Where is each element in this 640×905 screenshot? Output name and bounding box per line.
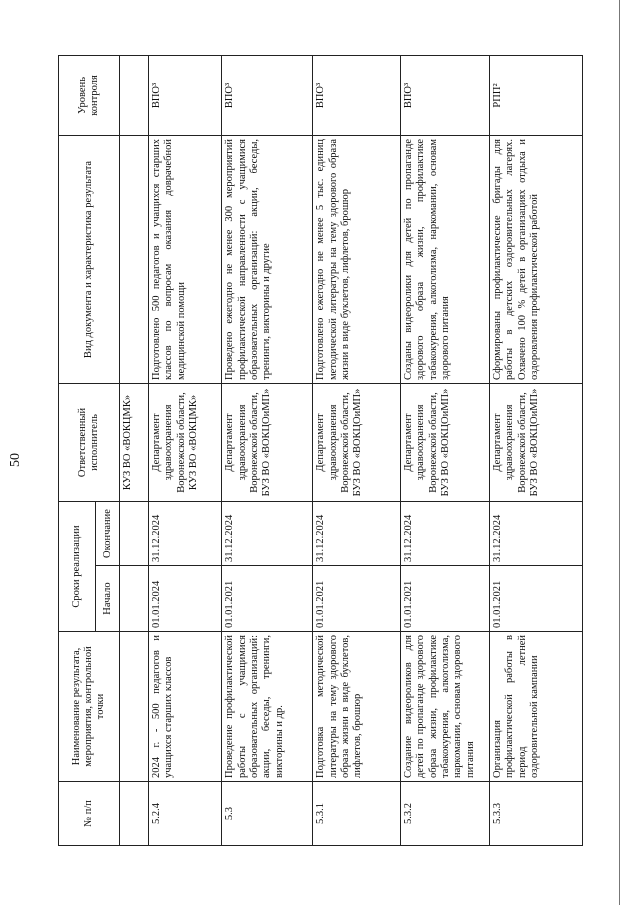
table-row [313, 55, 401, 845]
cell-num: 5.2.4 [148, 782, 221, 846]
cell-start: 01.01.2021 [313, 566, 401, 632]
cell-level [120, 55, 149, 135]
cell-end: 31.12.2024 [489, 501, 582, 565]
cell-end: 31.12.2024 [313, 501, 401, 565]
cell-doc [120, 135, 149, 383]
cell-start: 01.01.2021 [400, 566, 489, 632]
table-row [120, 55, 149, 845]
header-name: Наименование результата, мероприятия, контрольной точки [59, 632, 120, 782]
cell-responsible: Департамент здравоохранения Воронежской области, БУЗ ВО «ВОКЦОиМП» [489, 383, 582, 501]
table-row [400, 55, 489, 845]
scan-edge-line [619, 0, 620, 905]
table-row [222, 55, 313, 845]
page-number: 50 [8, 453, 23, 467]
cell-name: Создание видеороликов для детей по пропаганде здорового образа жизни, профилактике табакокурения, алкоголизма, наркомании, основам здорового питания [400, 632, 489, 782]
cell-name: 2024 г. - 500 педагогов и учащихся старших классов [148, 632, 221, 782]
header-row-1 [59, 55, 96, 845]
cell-responsible: Департамент здравоохранения Воронежской области, БУЗ ВО «ВОКЦОиМП» [313, 383, 401, 501]
cell-level: ВПО³ [222, 55, 313, 135]
cell-responsible: КУЗ ВО «ВОКЦМК» [120, 383, 149, 501]
cell-responsible: Департамент здравоохранения Воронежской области, БУЗ ВО «ВОКЦОиМП» [400, 383, 489, 501]
header-start: Начало [96, 566, 120, 632]
cell-num: 5.3.2 [400, 782, 489, 846]
cell-level: ВПО³ [313, 55, 401, 135]
cell-doc: Подготовлено ежегодно не менее 5 тыс. единиц методической литературы на тему здорового образа жизни в виде буклетов, лифлетов, брошюр [313, 135, 401, 383]
cell-name: Организация профилактической работы в период летней оздоровительной кампании [489, 632, 582, 782]
cell-level: РПП² [489, 55, 582, 135]
header-end: Окончание [96, 501, 120, 565]
cell-responsible: Департамент здравоохранения Воронежской области, БУЗ ВО «ВОКЦОиМП» [222, 383, 313, 501]
cell-responsible: Департамент здравоохранения Воронежской области, КУЗ ВО «ВОКЦМК» [148, 383, 221, 501]
cell-doc: Проведено ежегодно не менее 300 мероприятий профилактической направленности с учащимися образовательных организаций: акции, беседы, тренинги, викторины и другие [222, 135, 313, 383]
cell-doc: Созданы видеоролики для детей по пропаганде здорового образа жизни, профилактике табакокурения, алкоголизма, наркомании, основам здорового питания [400, 135, 489, 383]
cell-name: Проведение профилактической работы с учащимися образовательных организаций: акции, беседы, тренинги, викторины и др. [222, 632, 313, 782]
cell-name: Подготовка методической литературы на тему здорового образа жизни в виде буклетов, лифлетов, брошюр [313, 632, 401, 782]
header-responsible: Ответственный исполнитель [59, 383, 120, 501]
header-doc: Вид документа и характеристика результата [59, 135, 120, 383]
cell-name [120, 632, 149, 782]
cell-start: 01.01.2021 [489, 566, 582, 632]
table-row [148, 55, 221, 845]
cell-num: 5.3.1 [313, 782, 401, 846]
cell-num [120, 782, 149, 846]
cell-start: 01.01.2021 [222, 566, 313, 632]
table-row [489, 55, 582, 845]
header-num: № п/п [59, 782, 120, 846]
cell-level: ВПО³ [148, 55, 221, 135]
cell-doc: Сформированы профилактические бригады для работы в детских оздоровительных лагерях. Охвачено 100 % детей в организациях отдыха и оздоровления профилактической работой [489, 135, 582, 383]
cell-end [120, 501, 149, 565]
cell-end: 31.12.2024 [222, 501, 313, 565]
cell-doc: Подготовлено 500 педагогов и учащихся старших классов по вопросам оказания доврачебной медицинской помощи [148, 135, 221, 383]
cell-end: 31.12.2024 [148, 501, 221, 565]
cell-end: 31.12.2024 [400, 501, 489, 565]
cell-num: 5.3.3 [489, 782, 582, 846]
cell-num: 5.3 [222, 782, 313, 846]
cell-start [120, 566, 149, 632]
cell-start: 01.01.2024 [148, 566, 221, 632]
header-dates: Сроки реализации [59, 501, 96, 631]
rotated-table-wrapper [58, 56, 583, 846]
header-level: Уровень контроля [59, 55, 120, 135]
cell-level: ВПО³ [400, 55, 489, 135]
activities-table [58, 55, 583, 846]
